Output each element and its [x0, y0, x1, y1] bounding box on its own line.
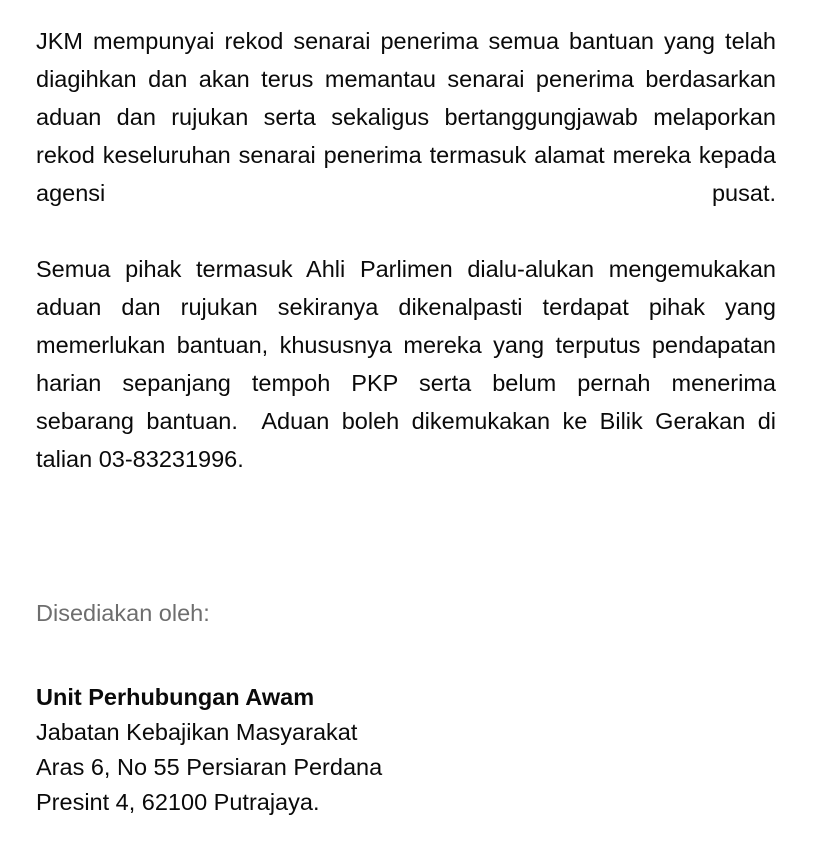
body-paragraph-2: Semua pihak termasuk Ahli Parlimen dialu-alukan mengemukakan aduan dan rujukan sekiranya dikenalpasti terdapat pihak yang memerlukan bantuan, khususnya mereka yang terputus pendapatan harian sepanjang tempoh PKP serta belum pernah menerima sebarang bantuan. Aduan boleh dikemukakan ke Bilik Gerakan di talian 03-83231996. — [36, 256, 783, 472]
provided-by-label: Disediakan oleh: — [36, 600, 210, 626]
signature-spacer — [36, 628, 636, 680]
signature-department: Jabatan Kebajikan Masyarakat — [36, 719, 358, 745]
signature-address-line-1: Aras 6, No 55 Persiaran Perdana — [36, 754, 383, 780]
paragraph-spacer — [36, 212, 776, 250]
signature-block — [36, 598, 636, 820]
body-paragraph-1: JKM mempunyai rekod senarai penerima semua bantuan yang telah diagihkan dan akan terus memantau senarai penerima berdasarkan aduan dan rujukan serta sekaligus bertanggungjawab melaporkan rekod keseluruhan senarai penerima termasuk alamat mereka kepada agensi pusat. — [36, 28, 783, 206]
signature-address-line-2: Presint 4, 62100 Putrajaya. — [36, 789, 320, 815]
signature-unit: Unit Perhubungan Awam — [36, 684, 315, 710]
document-body — [36, 22, 783, 478]
